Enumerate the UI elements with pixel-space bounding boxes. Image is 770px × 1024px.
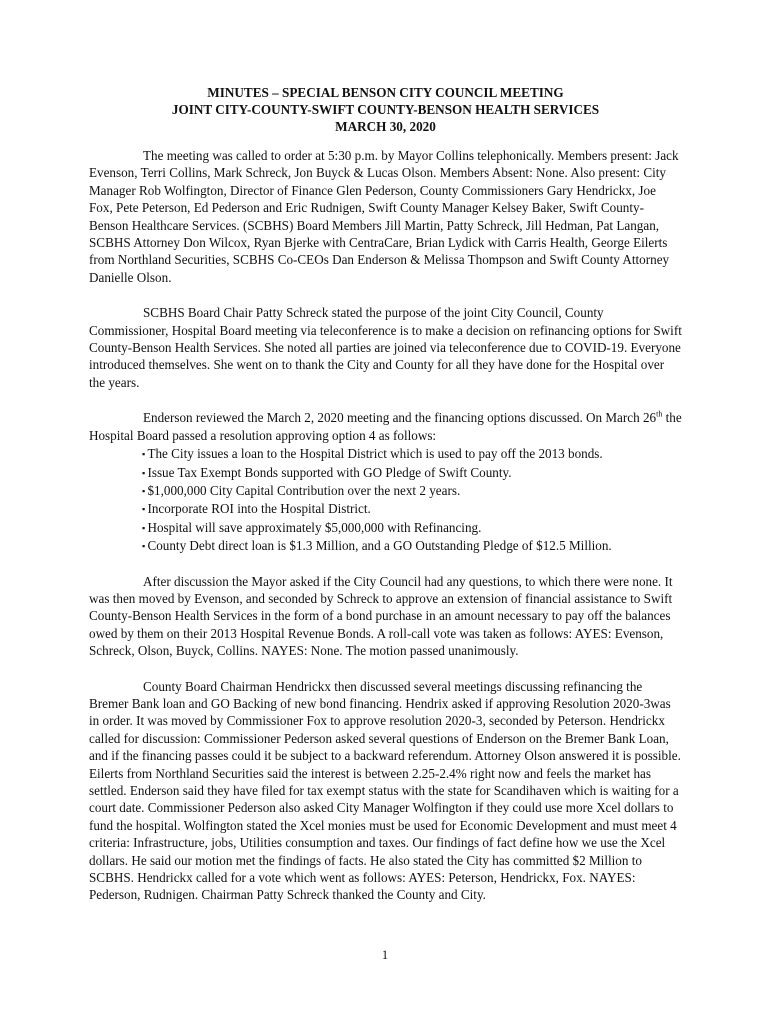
- paragraph-financing-review: [89, 409, 682, 444]
- paragraph-call-to-order: The meeting was called to order at 5:30 p.m. by Mayor Collins telephonically. Members present: Jack Evenson, Terri Collins, Mark Schreck, Jon Buyck & Lucas Olson. Members Absent: None. Also present: City Manager Rob Wolfington, Director of Finance Glen Pederson, County Commissioners Gary Hendrickx, Joe Fox, Pete Peterson, Ed Pederson and Eric Rudnigen, Swift County Manager Kelsey Baker, Swift County-Benson Healthcare Services. (SCBHS) Board Members Jill Martin, Patty Schreck, Jill Hedman, Pat Langan, SCBHS Attorney Don Wilcox, Ryan Bjerke with CentraCare, Brian Lydick with Carris Health, George Eilerts from Northland Securities, SCBHS Co-CEOs Dan Enderson & Melissa Thompson and Swift County Attorney Danielle Olson.: [89, 148, 679, 285]
- title-line-3: MARCH 30, 2020: [335, 119, 436, 134]
- list-item: ▪ County Debt direct loan is $1.3 Million, and a GO Outstanding Pledge of $12.5 Million.: [142, 537, 682, 555]
- financing-review-text-b: the Hospital Board passed a resolution approving option 4 as follows:: [89, 410, 682, 443]
- list-item: ▪ Hospital will save approximately $5,000,000 with Refinancing.: [142, 519, 682, 537]
- resolution-options-list: [89, 445, 682, 555]
- title-line-2: JOINT CITY-COUNTY-SWIFT COUNTY-BENSON HEALTH SERVICES: [171, 102, 600, 117]
- financing-review-text-a: Enderson reviewed the March 2, 2020 meeting and the financing options discussed. On March 26: [143, 410, 657, 426]
- list-item: ▪ $1,000,000 City Capital Contribution over the next 2 years.: [142, 482, 682, 500]
- list-item: ▪ The City issues a loan to the Hospital District which is used to pay off the 2013 bonds.: [142, 445, 682, 463]
- document-title: [89, 84, 682, 135]
- paragraph-county-board-vote: County Board Chairman Hendrickx then discussed several meetings discussing refinancing the Bremer Bank loan and GO Backing of new bond financing. Hendrix asked if approving Resolution 2020-3was in order. It was moved by Commissioner Fox to approve resolution 2020-3, seconded by Peterson. Hendrickx called for discussion: Commissioner Pederson asked several questions of Enderson on the Bremer Bank Loan, and if the financing passes could it be subject to a backward referendum. Attorney Olson answered it is possible. Eilerts from Northland Securities said the interest is between 2.25-2.4% right now and feels the market has settled. Enderson said they have filed for tax exempt status with the state for Scandihaven which is waiting for a court date. Commissioner Pederson also asked City Manager Wolfington if they could use more Xcel dollars to fund the hospital. Wolfington stated the Xcel monies must be used for Economic Development and must meet 4 criteria: Infrastructure, jobs, Utilities consumption and taxes. Our findings of fact define how we use the Xcel dollars. He said our motion met the findings of facts. He also stated the City has committed $2 Million to SCBHS. Hendrickx called for a vote which went as follows: AYES: Peterson, Hendrickx, Fox. NAYES: Pederson, Rudnigen. Chairman Patty Schreck thanked the County and City.: [89, 678, 681, 903]
- page-number: 1: [381, 948, 389, 962]
- list-item: ▪ Issue Tax Exempt Bonds supported with GO Pledge of Swift County.: [142, 464, 682, 482]
- paragraph-purpose: SCBHS Board Chair Patty Schreck stated the purpose of the joint City Council, County Commissioner, Hospital Board meeting via teleconference is to make a decision on refinancing options for Swift County-Benson Health Services. She noted all parties are joined via teleconference due to COVID-19. Everyone introduced themselves. She went on to thank the City and County for all they have done for the Hospital over the years.: [89, 305, 682, 390]
- paragraph-city-council-vote: After discussion the Mayor asked if the City Council had any questions, to which there were none. It was then moved by Evenson, and seconded by Schreck to approve an extension of financial assistance to Swift County-Benson Health Services in the form of a bond purchase in an amount necessary to pay off the balances owed by them on their 2013 Hospital Revenue Bonds. A roll-call vote was taken as follows: AYES: Evenson, Schreck, Olson, Buyck, Collins. NAYES: None. The motion passed unanimously.: [89, 573, 673, 659]
- ordinal-superscript: th: [656, 409, 663, 419]
- list-item: ▪ Incorporate ROI into the Hospital District.: [142, 500, 682, 518]
- title-line-1: MINUTES – SPECIAL BENSON CITY COUNCIL MEETING: [207, 85, 564, 100]
